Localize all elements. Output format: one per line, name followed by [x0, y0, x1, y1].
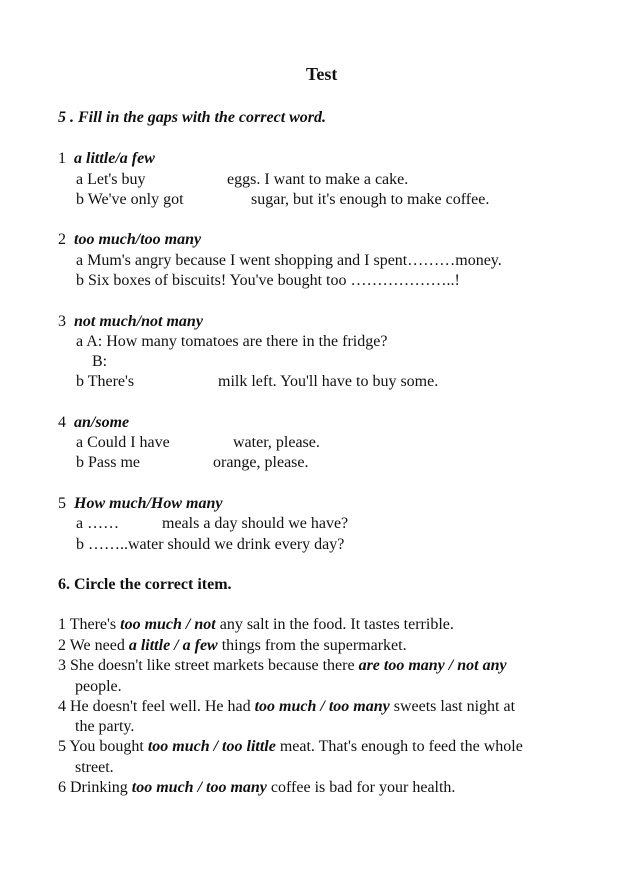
q4-label: an/some	[74, 414, 130, 431]
q4-b-prefix: b Pass me	[76, 454, 140, 471]
q3-b-suffix: milk left. You'll have to buy some.	[218, 373, 439, 390]
page-title: Test	[306, 64, 338, 84]
q1-b-prefix: b We've only got	[76, 191, 184, 208]
section5-heading: 5 . Fill in the gaps with the correct word.	[58, 109, 327, 126]
q1-a-prefix: a Let's buy	[76, 171, 146, 188]
s6-item-number: 2	[58, 637, 66, 654]
s6-item-number: 3	[58, 657, 66, 674]
s6-item	[58, 778, 455, 798]
q2-b-sentence: b Six boxes of biscuits! You've bought too ………………..!	[76, 272, 460, 289]
s6-item-continuation: people.	[75, 678, 122, 695]
s6-item-text-pre: She doesn't like street markets because there	[70, 657, 359, 674]
q5-b-sentence: b ……..water should we drink every day?	[76, 536, 345, 553]
s6-item-choice[interactable]: too much / too many	[131, 779, 267, 796]
s6-item-continuation: the party.	[75, 718, 135, 735]
q1-label: a little/a few	[74, 150, 155, 167]
s6-item-choice[interactable]: too much / not	[120, 616, 216, 633]
q2-a-sentence: a Mum's angry because I went shopping and I spent………money.	[76, 252, 502, 269]
s6-item-text-pre: You bought	[69, 738, 148, 755]
s6-item-text-post: meat. That's enough to feed the whole	[275, 738, 523, 755]
q5-a-suffix: meals a day should we have?	[162, 515, 349, 532]
s6-item-choice[interactable]: a little / a few	[128, 637, 218, 654]
s6-item-number: 6	[58, 779, 66, 796]
section6-heading: 6. Circle the correct item.	[58, 576, 232, 593]
q5-a-prefix: a ……	[76, 515, 120, 532]
s6-item	[58, 656, 507, 676]
q4-number: 4	[58, 414, 66, 431]
q2-number: 2	[58, 231, 66, 248]
s6-item-text-post: any salt in the food. It tastes terrible.	[215, 616, 454, 633]
q1-number: 1	[58, 150, 66, 167]
s6-item	[58, 737, 523, 757]
s6-item-text-post: things from the supermarket.	[217, 637, 407, 654]
q4-b-suffix: orange, please.	[213, 454, 309, 471]
s6-item-choice[interactable]: too much / too many	[254, 698, 390, 715]
q4-a-prefix: a Could I have	[76, 434, 170, 451]
q3-number: 3	[58, 313, 66, 330]
s6-item-text-pre: We need	[69, 637, 129, 654]
q1-a-suffix: eggs. I want to make a cake.	[227, 171, 409, 188]
s6-item-continuation: street.	[75, 759, 114, 776]
q3-a-response-label: B:	[92, 353, 108, 370]
s6-item-choice[interactable]: too much / too little	[147, 738, 276, 755]
s6-item	[58, 615, 454, 635]
s6-item-text-post: coffee is bad for your health.	[266, 779, 456, 796]
s6-item-text-pre: He doesn't feel well. He had	[70, 698, 255, 715]
s6-item-text-pre: Drinking	[70, 779, 132, 796]
q2-label: too much/too many	[74, 231, 202, 248]
s6-item-text-post: sweets last night at	[389, 698, 516, 715]
s6-item-number: 5	[58, 738, 66, 755]
s6-item-choice[interactable]: are too many / not any	[358, 657, 507, 674]
q5-number: 5	[58, 495, 66, 512]
q4-a-suffix: water, please.	[233, 434, 320, 451]
q3-label: not much/not many	[74, 313, 203, 330]
q3-b-prefix: b There's	[76, 373, 135, 390]
q1-b-suffix: sugar, but it's enough to make coffee.	[251, 191, 490, 208]
s6-item-number: 1	[58, 616, 66, 633]
s6-item-number: 4	[58, 698, 66, 715]
q3-a-sentence: a A: How many tomatoes are there in the fridge?	[76, 333, 388, 350]
s6-item-text-pre: There's	[69, 616, 121, 633]
s6-item	[58, 697, 515, 717]
q5-label: How much/How many	[74, 495, 223, 512]
s6-item	[58, 636, 407, 656]
